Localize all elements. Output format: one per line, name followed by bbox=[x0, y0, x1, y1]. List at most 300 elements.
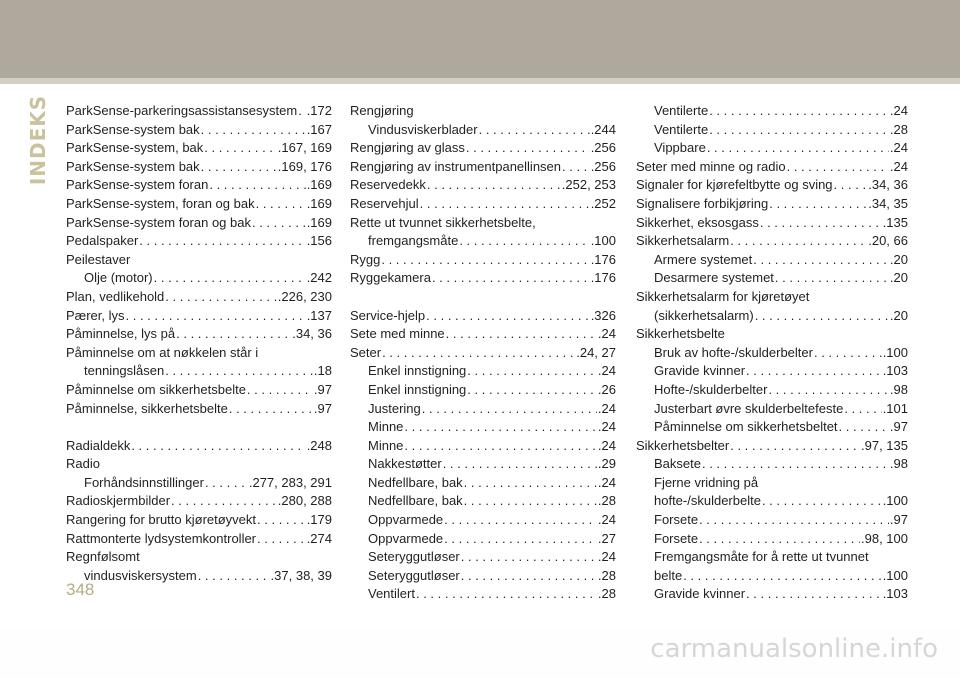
dot-leader bbox=[382, 344, 575, 363]
index-term: Sikkerhet, eksosgass bbox=[636, 214, 759, 230]
index-term: Rette ut tvunnet sikkerhetsbelte, bbox=[350, 214, 536, 230]
index-term: Rengjøring av glass bbox=[350, 140, 465, 156]
index-page-ref: .24 bbox=[597, 419, 616, 435]
dot-leader bbox=[709, 121, 889, 140]
index-term: Påminnelse om sikkerhetsbeltet bbox=[654, 419, 838, 435]
index-page-ref: .100 bbox=[882, 567, 908, 583]
index-entry bbox=[66, 195, 332, 214]
index-entry bbox=[66, 158, 332, 177]
dot-leader bbox=[762, 492, 882, 511]
dot-leader bbox=[444, 530, 597, 549]
dot-leader bbox=[229, 400, 313, 419]
dot-leader bbox=[479, 121, 590, 140]
index-page-ref: .176 bbox=[590, 270, 616, 286]
dot-leader bbox=[755, 307, 889, 326]
index-term: ParkSense-system, bak bbox=[66, 140, 204, 156]
dot-leader bbox=[467, 381, 597, 400]
index-term: Vippbare bbox=[654, 140, 706, 156]
dot-leader bbox=[768, 381, 888, 400]
dot-leader bbox=[426, 307, 590, 326]
index-entry bbox=[350, 400, 616, 419]
dot-leader bbox=[256, 195, 306, 214]
dot-leader bbox=[443, 455, 597, 474]
index-page-ref: .156 bbox=[306, 233, 332, 249]
index-page-ref: .28 bbox=[889, 121, 908, 137]
dot-leader bbox=[432, 269, 590, 288]
index-page-ref: .18 bbox=[313, 363, 332, 379]
index-term: Reservedekk bbox=[350, 177, 426, 193]
index-entry bbox=[636, 511, 908, 530]
index-entry bbox=[350, 139, 616, 158]
index-entry bbox=[350, 214, 616, 233]
dot-leader bbox=[769, 195, 867, 214]
index-page-ref: .256 bbox=[590, 158, 616, 174]
index-page-ref: .97, 135 bbox=[861, 437, 908, 453]
dot-leader bbox=[420, 195, 590, 214]
index-page-ref: .226, 230 bbox=[277, 288, 332, 304]
index-entry bbox=[636, 232, 908, 251]
index-page-ref: .252 bbox=[590, 195, 616, 211]
dot-leader bbox=[209, 176, 305, 195]
index-page-ref: .98 bbox=[889, 456, 908, 472]
index-page-ref: .24 bbox=[889, 158, 908, 174]
index-page-ref: .169 bbox=[306, 177, 332, 193]
index-term: Nakkestøtter bbox=[368, 456, 442, 472]
index-entry bbox=[636, 269, 908, 288]
dot-leader bbox=[427, 176, 561, 195]
index-term: Enkel innstigning bbox=[368, 381, 467, 397]
index-term: Service-hjelp bbox=[350, 307, 426, 323]
index-term: Pedalspaker bbox=[66, 233, 139, 249]
dot-leader bbox=[404, 437, 597, 456]
index-column-1 bbox=[66, 102, 332, 585]
dot-leader bbox=[709, 102, 889, 121]
index-term: Justerbart øvre skulderbeltefeste bbox=[654, 400, 844, 416]
index-term: ParkSense-parkeringsassistansesystem bbox=[66, 103, 298, 118]
index-term: Fjerne vridning på bbox=[654, 474, 759, 490]
index-page-ref: .24 bbox=[597, 326, 616, 342]
index-entry bbox=[350, 567, 616, 586]
index-entry bbox=[350, 455, 616, 474]
index-term: Rygg bbox=[350, 251, 381, 267]
index-term: ParkSense-system bak bbox=[66, 121, 200, 137]
index-term: ParkSense-system bak bbox=[66, 158, 200, 174]
top-banner bbox=[0, 0, 960, 78]
index-term: Påminnelse om sikkerhetsbelte bbox=[66, 381, 246, 397]
dot-leader bbox=[257, 511, 306, 530]
index-entry bbox=[636, 307, 908, 326]
index-entry bbox=[350, 158, 616, 177]
dot-leader bbox=[787, 158, 889, 177]
index-entry bbox=[350, 121, 616, 140]
dot-leader bbox=[139, 232, 305, 251]
side-section-label: INDEKS bbox=[26, 94, 50, 186]
index-page-ref: .100 bbox=[590, 233, 616, 249]
index-term: Ventilert bbox=[368, 586, 415, 602]
dot-leader bbox=[198, 567, 270, 586]
index-term: Armere systemet bbox=[654, 251, 753, 267]
index-page-ref: .34, 36 bbox=[292, 326, 332, 342]
dot-leader bbox=[746, 362, 882, 381]
dot-leader bbox=[165, 362, 313, 381]
index-page-ref: .20 bbox=[889, 270, 908, 286]
index-term: Peilestaver bbox=[66, 251, 131, 267]
index-term: Gravide kvinner bbox=[654, 363, 746, 379]
index-entry bbox=[66, 455, 332, 474]
index-page-ref: .24 bbox=[889, 140, 908, 156]
index-entry bbox=[350, 102, 616, 121]
index-term: vindusviskersystem bbox=[84, 567, 197, 583]
index-entry bbox=[350, 511, 616, 530]
index-entry bbox=[636, 251, 908, 270]
index-term: Seter med minne og radio bbox=[636, 158, 786, 174]
index-term: Oppvarmede bbox=[368, 512, 444, 528]
index-term: Forhåndsinnstillinger bbox=[84, 474, 204, 490]
index-page-ref: .20 bbox=[889, 307, 908, 323]
index-entry bbox=[350, 474, 616, 493]
index-entry bbox=[636, 102, 908, 121]
index-page-ref: .169, 176 bbox=[277, 158, 332, 174]
index-term: ParkSense-system foran og bak bbox=[66, 214, 251, 230]
dot-leader bbox=[707, 139, 889, 158]
index-entry bbox=[350, 176, 616, 195]
index-page-ref: .24 bbox=[597, 437, 616, 453]
index-entry bbox=[66, 474, 332, 493]
index-term: Ryggekamera bbox=[350, 270, 431, 286]
index-term: Ventilerte bbox=[654, 121, 709, 137]
index-entry bbox=[66, 548, 332, 567]
index-term: Vindusviskerblader bbox=[368, 121, 478, 137]
dot-leader bbox=[404, 418, 597, 437]
index-page-ref: .24 bbox=[597, 400, 616, 416]
index-entry bbox=[66, 288, 332, 307]
index-term: Olje (motor) bbox=[84, 270, 153, 286]
index-page-ref: .103 bbox=[882, 586, 908, 602]
index-entry bbox=[636, 214, 908, 233]
page-number: 348 bbox=[66, 580, 95, 599]
index-page-ref: .24 bbox=[597, 474, 616, 490]
index-entry bbox=[350, 585, 616, 604]
index-page-ref: .167, 169 bbox=[277, 140, 332, 156]
index-term: Sikkerhetsbelter bbox=[636, 437, 730, 453]
index-term: ParkSense-system, foran og bak bbox=[66, 195, 255, 211]
index-entry bbox=[66, 511, 332, 530]
dot-leader bbox=[775, 269, 889, 288]
dot-leader bbox=[562, 158, 590, 177]
dot-leader bbox=[257, 530, 306, 549]
index-page-ref: .28 bbox=[597, 586, 616, 602]
dot-leader bbox=[416, 585, 597, 604]
index-page-ref: .24 bbox=[889, 103, 908, 118]
dot-leader bbox=[154, 269, 306, 288]
index-term: Sikkerhetsbelte bbox=[636, 326, 725, 342]
side-section-tab bbox=[26, 94, 50, 186]
index-term: Påminnelse, lys på bbox=[66, 326, 176, 342]
dot-leader bbox=[753, 251, 889, 270]
index-term: Oppvarmede bbox=[368, 530, 444, 546]
index-entry bbox=[350, 195, 616, 214]
index-entry bbox=[350, 437, 616, 456]
index-term: Gravide kvinner bbox=[654, 586, 746, 602]
index-term: Sikkerhetsalarm for kjøretøyet bbox=[636, 288, 810, 304]
dot-leader bbox=[464, 474, 597, 493]
index-term: Hofte-/skulderbelter bbox=[654, 381, 768, 397]
dot-leader bbox=[814, 344, 882, 363]
index-term: Rengjøring av instrumentpanellinsen bbox=[350, 158, 562, 174]
dot-leader bbox=[171, 492, 277, 511]
index-page-ref: .242 bbox=[306, 270, 332, 286]
index-term: Rengjøring bbox=[350, 103, 414, 118]
index-term: Rangering for brutto kjøretøyvekt bbox=[66, 512, 257, 528]
index-term: Signalisere forbikjøring bbox=[636, 195, 769, 211]
index-term: Justering bbox=[368, 400, 421, 416]
dot-leader bbox=[201, 121, 306, 140]
index-entry bbox=[350, 548, 616, 567]
index-entry bbox=[636, 437, 908, 456]
index-page-ref: .179 bbox=[306, 512, 332, 528]
index-column-3 bbox=[636, 102, 908, 604]
index-entry bbox=[66, 251, 332, 270]
index-term: ParkSense-system foran bbox=[66, 177, 209, 193]
dot-leader bbox=[730, 232, 867, 251]
index-page-ref: .103 bbox=[882, 363, 908, 379]
index-page-ref: .277, 283, 291 bbox=[248, 474, 332, 490]
index-term: Regnfølsomt bbox=[66, 549, 140, 565]
index-entry bbox=[636, 567, 908, 586]
index-entry bbox=[66, 214, 332, 233]
dot-leader bbox=[844, 400, 881, 419]
index-page-ref: .24 bbox=[597, 363, 616, 379]
index-entry bbox=[66, 139, 332, 158]
index-entry bbox=[350, 530, 616, 549]
dot-leader bbox=[298, 102, 305, 121]
index-entry bbox=[636, 139, 908, 158]
index-entry bbox=[636, 344, 908, 363]
index-term: Forsete bbox=[654, 530, 699, 546]
index-page-ref: .24, 27 bbox=[576, 344, 616, 360]
dot-leader bbox=[252, 214, 306, 233]
index-entry bbox=[66, 307, 332, 326]
index-page-ref: .97 bbox=[889, 512, 908, 528]
index-page-ref: .176 bbox=[590, 251, 616, 267]
dot-leader bbox=[760, 214, 882, 233]
dot-leader bbox=[461, 567, 597, 586]
index-entry bbox=[636, 158, 908, 177]
index-page-ref: .101 bbox=[882, 400, 908, 416]
index-entry bbox=[66, 121, 332, 140]
index-term: Påminnelse, sikkerhetsbelte bbox=[66, 400, 228, 416]
index-page-ref: .280, 288 bbox=[277, 493, 332, 509]
dot-leader bbox=[204, 139, 277, 158]
index-page-ref: .256 bbox=[590, 140, 616, 156]
dot-leader bbox=[467, 362, 597, 381]
index-term: Minne bbox=[368, 437, 404, 453]
dot-leader bbox=[201, 158, 277, 177]
index-page-ref: .98 bbox=[889, 381, 908, 397]
index-page-ref: .20 bbox=[889, 251, 908, 267]
index-term: Seteryggutløser bbox=[368, 549, 460, 565]
index-term: hofte-/skulderbelte bbox=[654, 493, 761, 509]
index-entry bbox=[66, 381, 332, 400]
dot-leader bbox=[839, 418, 889, 437]
index-entry bbox=[66, 530, 332, 549]
index-page-ref: .326 bbox=[590, 307, 616, 323]
index-page-ref: .37, 38, 39 bbox=[270, 567, 332, 583]
dot-leader bbox=[730, 437, 860, 456]
index-term: Desarmere systemet bbox=[654, 270, 774, 286]
dot-leader bbox=[459, 232, 589, 251]
index-term: Radialdekk bbox=[66, 437, 131, 453]
index-term: Plan, vedlikehold bbox=[66, 288, 165, 304]
index-entry bbox=[636, 400, 908, 419]
index-entry bbox=[350, 344, 616, 363]
dot-leader bbox=[131, 437, 305, 456]
index-entry bbox=[66, 400, 332, 419]
dot-leader bbox=[205, 474, 248, 493]
index-page-ref: .29 bbox=[597, 456, 616, 472]
index-page-ref: .244 bbox=[590, 121, 616, 137]
index-term: Signaler for kjørefeltbytte og sving bbox=[636, 177, 833, 193]
index-entry bbox=[636, 548, 908, 567]
index-entry bbox=[66, 567, 332, 586]
index-page-ref: .169 bbox=[306, 214, 332, 230]
index-entry bbox=[66, 437, 332, 456]
index-term: Radio bbox=[66, 456, 100, 472]
index-entry bbox=[636, 455, 908, 474]
index-page-ref: .97 bbox=[889, 419, 908, 435]
index-entry bbox=[350, 492, 616, 511]
index-term: tenningslåsen bbox=[84, 363, 165, 379]
index-entry bbox=[66, 102, 332, 121]
top-banner-stripe bbox=[0, 78, 960, 84]
index-entry bbox=[350, 325, 616, 344]
index-page-ref: .34, 36 bbox=[868, 177, 908, 193]
index-term: Pærer, lys bbox=[66, 307, 125, 323]
index-entry bbox=[636, 418, 908, 437]
dot-leader bbox=[464, 492, 597, 511]
index-entry bbox=[350, 381, 616, 400]
index-page-ref: .98, 100 bbox=[861, 530, 908, 546]
index-term: Bruk av hofte-/skulderbelter bbox=[654, 344, 813, 360]
index-term: Rattmonterte lydsystemkontroller bbox=[66, 530, 257, 546]
index-term: (sikkerhetsalarm) bbox=[654, 307, 754, 323]
index-term: Nedfellbare, bak bbox=[368, 493, 463, 509]
index-page-ref: .274 bbox=[306, 530, 332, 546]
dot-leader bbox=[444, 511, 597, 530]
dot-leader bbox=[247, 381, 313, 400]
index-entry bbox=[636, 530, 908, 549]
dot-leader bbox=[702, 455, 889, 474]
index-term: Sete med minne bbox=[350, 326, 445, 342]
dot-leader bbox=[381, 251, 589, 270]
index-page-ref: .97 bbox=[313, 381, 332, 397]
index-entry bbox=[350, 251, 616, 270]
index-page-ref: .252, 253 bbox=[561, 177, 616, 193]
index-entry bbox=[636, 474, 908, 493]
index-page-ref: .167 bbox=[306, 121, 332, 137]
index-column-2 bbox=[350, 102, 616, 604]
index-term: Fremgangsmåte for å rette ut tvunnet bbox=[654, 549, 869, 565]
index-term: Seteryggutløser bbox=[368, 567, 460, 583]
index-entry bbox=[636, 176, 908, 195]
dot-leader bbox=[126, 307, 306, 326]
dot-leader bbox=[746, 585, 882, 604]
index-term: Minne bbox=[368, 419, 404, 435]
dot-leader bbox=[834, 176, 868, 195]
index-entry bbox=[636, 195, 908, 214]
index-entry bbox=[66, 344, 332, 363]
index-term: Forsete bbox=[654, 512, 699, 528]
index-entry bbox=[350, 362, 616, 381]
index-term: Enkel innstigning bbox=[368, 363, 467, 379]
index-page-ref: .137 bbox=[306, 307, 332, 323]
dot-leader bbox=[176, 325, 291, 344]
dot-leader bbox=[699, 511, 889, 530]
index-entry bbox=[636, 288, 908, 307]
index-entry bbox=[636, 121, 908, 140]
watermark-area bbox=[0, 628, 960, 678]
index-entry bbox=[66, 269, 332, 288]
index-page-ref: .169 bbox=[306, 195, 332, 211]
index-term: Baksete bbox=[654, 456, 701, 472]
index-term: Seter bbox=[350, 344, 382, 360]
index-page-ref: .27 bbox=[597, 530, 616, 546]
watermark-text: carmanualsonline.info bbox=[650, 634, 938, 664]
index-entry bbox=[636, 492, 908, 511]
index-entry bbox=[66, 325, 332, 344]
index-term: Ventilerte bbox=[654, 103, 709, 118]
dot-leader bbox=[461, 548, 597, 567]
index-term: Radioskjermbilder bbox=[66, 493, 171, 509]
dot-leader bbox=[683, 567, 881, 586]
index-page-ref: .26 bbox=[597, 381, 616, 397]
index-entry bbox=[350, 307, 616, 326]
index-entry bbox=[66, 362, 332, 381]
index-term: fremgangsmåte bbox=[368, 233, 459, 249]
index-entry bbox=[636, 585, 908, 604]
dot-leader bbox=[165, 288, 276, 307]
index-page-ref: .135 bbox=[882, 214, 908, 230]
index-page-ref: .100 bbox=[882, 493, 908, 509]
index-entry bbox=[350, 269, 616, 288]
index-term: Nedfellbare, bak bbox=[368, 474, 463, 490]
dot-leader bbox=[466, 139, 590, 158]
index-entry bbox=[66, 492, 332, 511]
index-page-ref: .248 bbox=[306, 437, 332, 453]
index-page-ref: .20, 66 bbox=[868, 233, 908, 249]
index-page-ref: .28 bbox=[597, 567, 616, 583]
index-page-ref: .34, 35 bbox=[868, 195, 908, 211]
index-entry bbox=[636, 362, 908, 381]
dot-leader bbox=[422, 400, 597, 419]
index-entry bbox=[350, 232, 616, 251]
index-entry bbox=[66, 232, 332, 251]
index-entry bbox=[350, 418, 616, 437]
dot-leader bbox=[446, 325, 597, 344]
index-entry bbox=[636, 325, 908, 344]
index-page-ref: .24 bbox=[597, 512, 616, 528]
dot-leader bbox=[699, 530, 860, 549]
index-entry bbox=[636, 381, 908, 400]
index-term: Reservehjul bbox=[350, 195, 419, 211]
index-term: Påminnelse om at nøkkelen står i bbox=[66, 344, 259, 360]
index-term: Sikkerhetsalarm bbox=[636, 233, 730, 249]
index-entry bbox=[66, 176, 332, 195]
index-page-ref: .172 bbox=[306, 103, 332, 118]
index-page-ref: .24 bbox=[597, 549, 616, 565]
index-page-ref: .97 bbox=[313, 400, 332, 416]
index-page-ref: .28 bbox=[597, 493, 616, 509]
